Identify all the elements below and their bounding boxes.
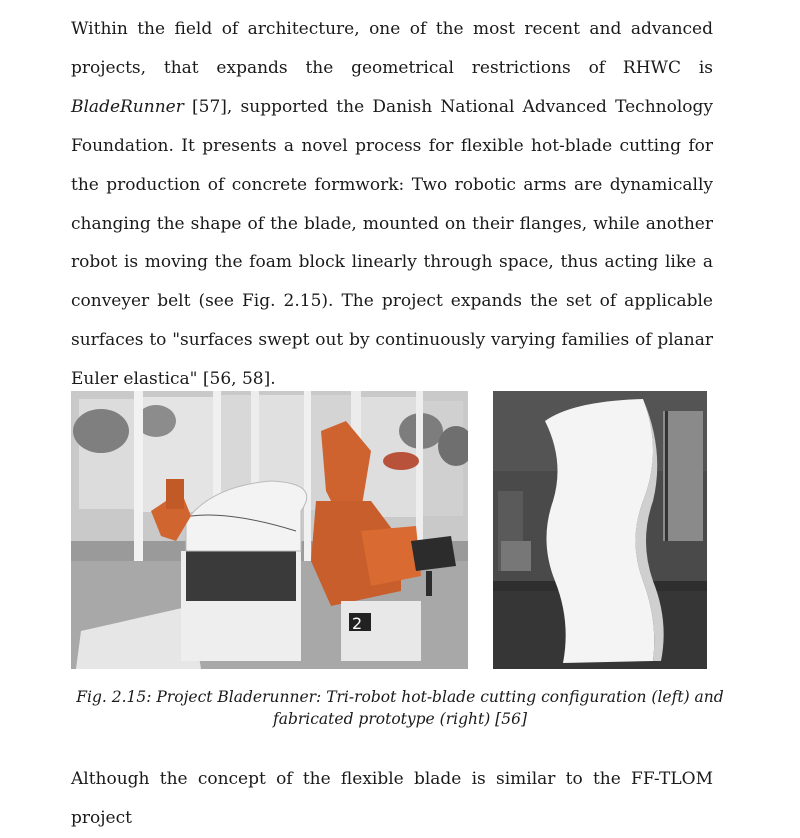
paragraph-text: [57], supported the Danish National Advanced Technology Foundation. It presents a novel process for flexible hot-blade cutting for the production of concrete formwork: Two robotic arms are dynamically changing the shape of the blade, mounted on their flanges, while another robot is moving the foam block linearly through space, thus acting like a conveyer belt (see Fig. 2.15). The project expands the set of applicable surfaces to "surfaces swept out by continuously varying families of planar Euler elastica" [56, 58]. <box>71 96 713 390</box>
paragraph-text: Within the field of architecture, one of the most recent and advanced projects, that expands the geometrical restrictions of RHWC is <box>71 19 713 78</box>
figure-right-photo <box>493 391 707 669</box>
project-name-emphasis: BladeRunner <box>71 96 184 117</box>
body-paragraph-2: Although the concept of the flexible blade is similar to the FF-TLOM project <box>71 769 713 828</box>
figure-left-photo <box>71 391 468 669</box>
robot-label: 2 <box>352 614 363 633</box>
figure-caption: Fig. 2.15: Project Bladerunner: Tri-robot hot-blade cutting configuration (left) and fabricated prototype (right) [56] <box>76 688 724 728</box>
body-paragraph-1 <box>71 10 713 399</box>
prototype-photo <box>493 391 707 669</box>
robot-cell-photo <box>71 391 468 669</box>
